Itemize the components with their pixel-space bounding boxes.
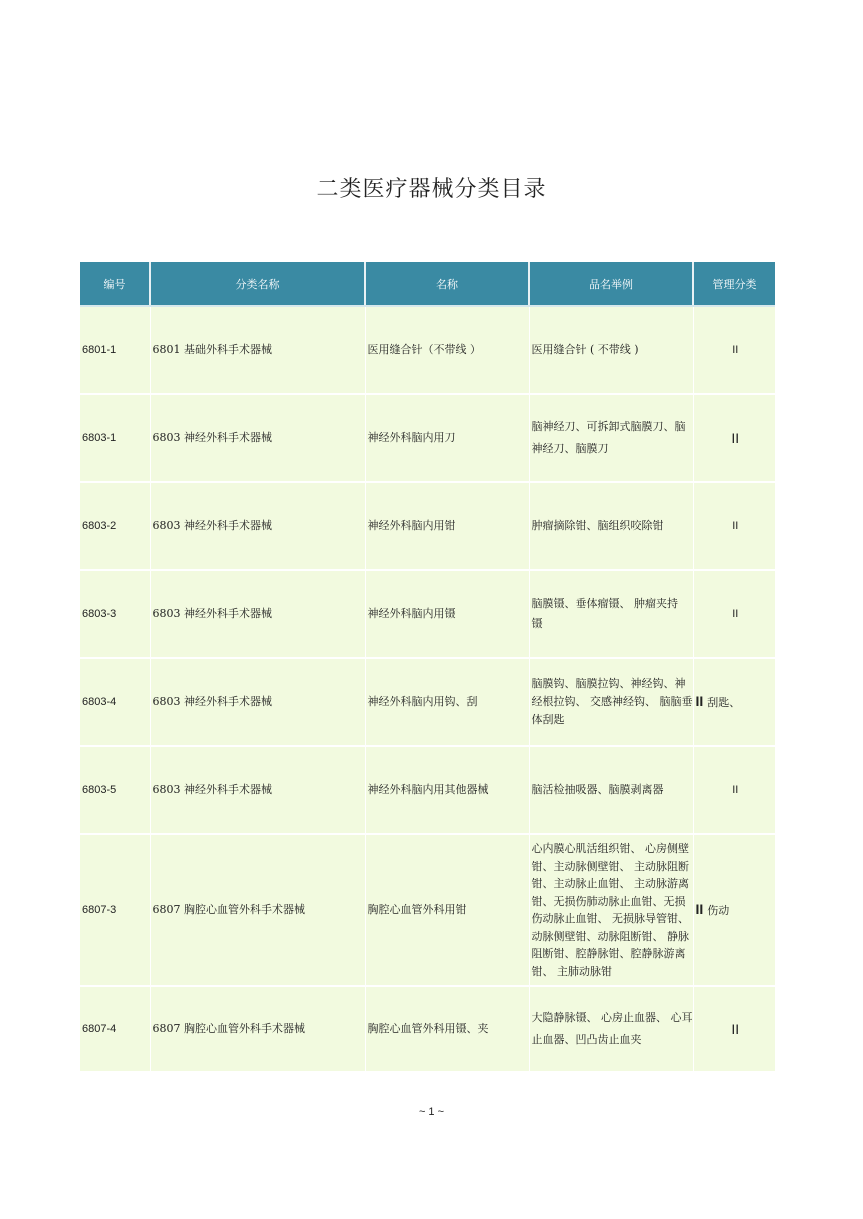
cell-code: 6807-3	[80, 834, 150, 986]
cell-category: 6803 神经外科手术器械	[150, 746, 365, 834]
cell-examples: 医用缝合针 ( 不带线 )	[529, 306, 693, 394]
header-management-class: 管理分类	[693, 262, 775, 306]
cell-code: 6803-1	[80, 394, 150, 482]
table-row	[80, 394, 775, 482]
cell-name: 神经外科脑内用钩、刮	[365, 658, 529, 746]
cell-management-class: II	[693, 986, 775, 1072]
cell-code: 6803-5	[80, 746, 150, 834]
cell-code: 6803-3	[80, 570, 150, 658]
cell-management-class: II	[693, 306, 775, 394]
cell-category: 6803 神经外科手术器械	[150, 570, 365, 658]
management-class-value: II	[695, 693, 704, 709]
cell-category: 6803 神经外科手术器械	[150, 394, 365, 482]
header-name: 名称	[365, 262, 529, 306]
cell-name: 胸腔心血管外科用镊、夹	[365, 986, 529, 1072]
cell-code: 6803-2	[80, 482, 150, 570]
catalog-table	[80, 262, 775, 1073]
header-code: 编号	[80, 262, 150, 306]
cell-examples: 脑神经刀、可拆卸式脑膜刀、脑神经刀、脑膜刀	[529, 394, 693, 482]
page-number: ~ 1 ~	[418, 1106, 445, 1118]
table-header-row	[80, 262, 775, 306]
table-row	[80, 570, 775, 658]
table-row	[80, 986, 775, 1072]
cell-name: 胸腔心血管外科用钳	[365, 834, 529, 986]
cell-examples: 肿瘤摘除钳、脑组织咬除钳	[529, 482, 693, 570]
table-row	[80, 834, 775, 986]
cell-management-class: II	[693, 570, 775, 658]
cell-category: 6803 神经外科手术器械	[150, 658, 365, 746]
cell-code: 6807-4	[80, 986, 150, 1072]
table-row	[80, 306, 775, 394]
cell-examples: 心内膜心肌活组织钳、 心房侧壁钳、主动脉侧壁钳、 主动脉阻断钳、主动脉止血钳、 主动脉游离钳、无损伤肺动脉止血钳、无损伤动脉止血钳、 无损脉导管钳、动脉侧壁钳、动脉阻断钳、 静脉阻断钳、腔静脉钳、腔静脉游离钳、 主肺动脉钳	[529, 834, 693, 986]
table-row	[80, 482, 775, 570]
cell-management-class: II	[693, 746, 775, 834]
cell-examples: 脑膜镊、垂体瘤镊、 肿瘤夹持镊	[529, 570, 693, 658]
table-row	[80, 658, 775, 746]
cell-examples: 脑活检抽吸器、脑膜剥离器	[529, 746, 693, 834]
management-class-value: II	[695, 901, 704, 917]
cell-code: 6801-1	[80, 306, 150, 394]
cell-examples: 大隐静脉镊、 心房止血器、 心耳止血器、凹凸齿止血夹	[529, 986, 693, 1072]
cell-name: 神经外科脑内用刀	[365, 394, 529, 482]
page-title: 二类医疗器械分类目录	[316, 177, 547, 202]
cell-management-class: II	[693, 394, 775, 482]
cell-management-class	[693, 658, 775, 746]
cell-category: 6807 胸腔心血管外科手术器械	[150, 834, 365, 986]
cell-management-class	[693, 834, 775, 986]
cell-name: 神经外科脑内用其他器械	[365, 746, 529, 834]
management-class-extra: 刮匙、	[707, 697, 741, 709]
header-examples: 品名举例	[529, 262, 693, 306]
management-class-extra: 伤动	[707, 905, 730, 917]
cell-name: 神经外科脑内用钳	[365, 482, 529, 570]
cell-examples: 脑膜钩、脑膜拉钩、神经钩、神经根拉钩、 交感神经钩、 脑脑垂体刮匙	[529, 658, 693, 746]
cell-category: 6801 基础外科手术器械	[150, 306, 365, 394]
cell-name: 神经外科脑内用镊	[365, 570, 529, 658]
cell-code: 6803-4	[80, 658, 150, 746]
cell-category: 6803 神经外科手术器械	[150, 482, 365, 570]
header-category: 分类名称	[150, 262, 365, 306]
cell-category: 6807 胸腔心血管外科手术器械	[150, 986, 365, 1072]
table-row	[80, 746, 775, 834]
cell-name: 医用缝合针（不带线 ）	[365, 306, 529, 394]
cell-management-class: II	[693, 482, 775, 570]
